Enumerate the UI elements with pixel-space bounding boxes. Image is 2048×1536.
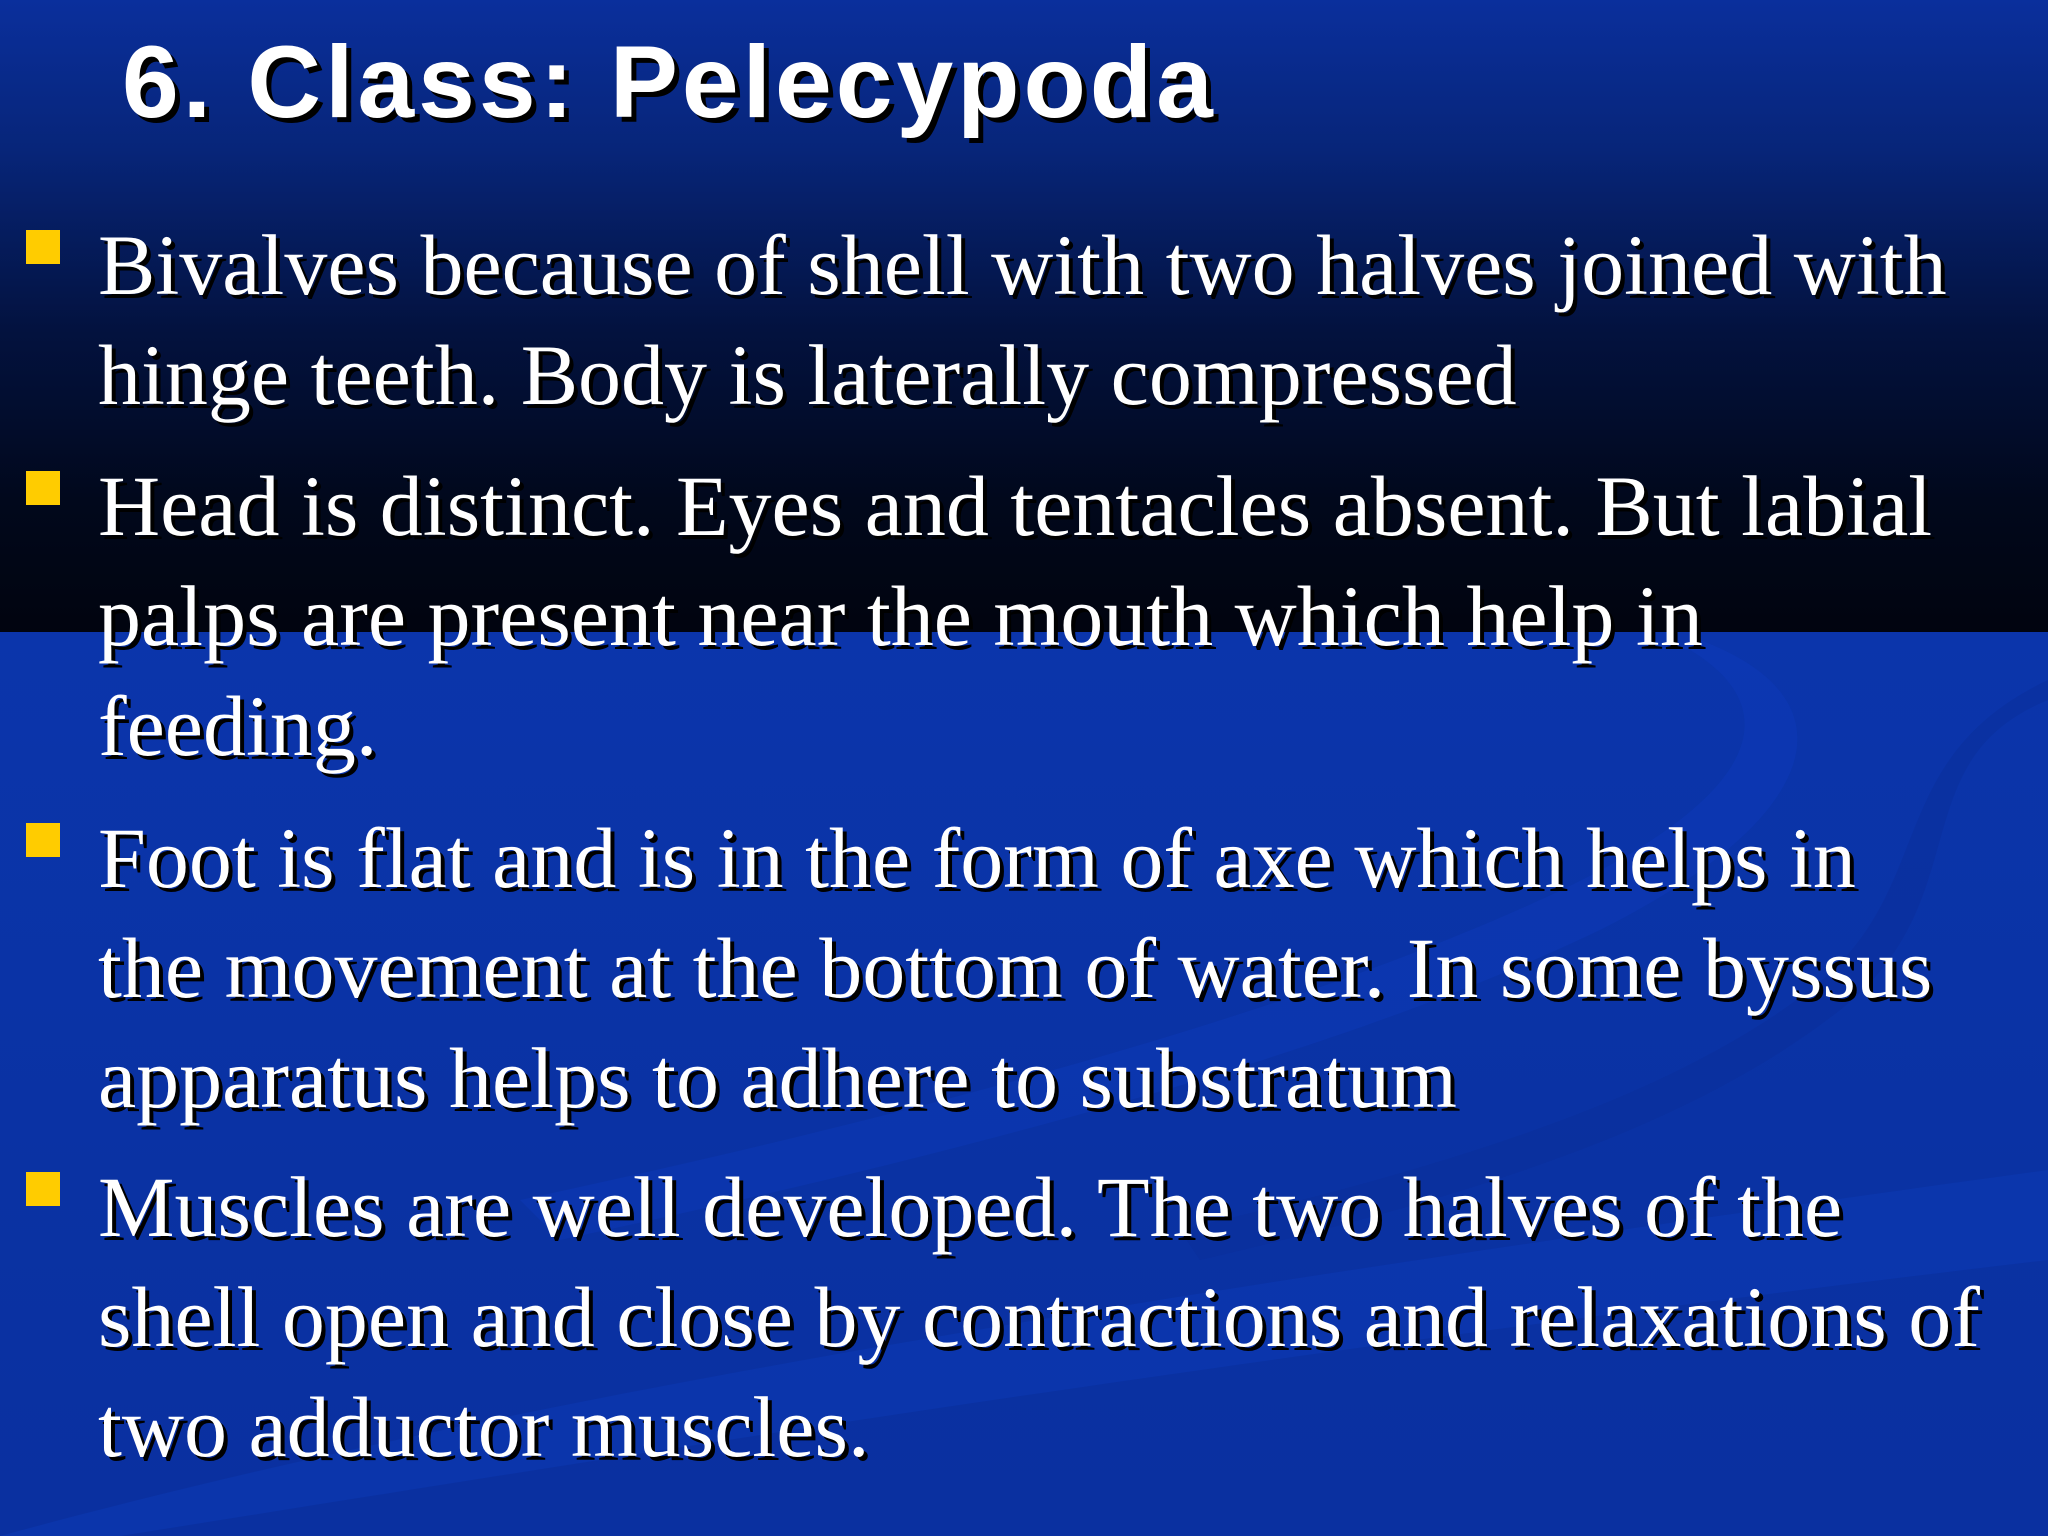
slide-title: 6. Class: Pelecypoda <box>122 25 1217 139</box>
bullet-square-icon <box>26 823 60 857</box>
bullet-square-icon <box>26 230 60 264</box>
bullet-text: Foot is flat and is in the form of axe which helps in the movement at the bottom of water. In some byssus apparatus helps to adhere to substratum <box>98 810 1933 1126</box>
bullet-text: Bivalves because of shell with two halves joined with hinge teeth. Body is laterally compressed <box>98 217 1947 423</box>
bullet-text: Head is distinct. Eyes and tentacles absent. But labial palps are present near the mouth which help in feeding. <box>98 458 1933 774</box>
bullet-square-icon <box>26 471 60 505</box>
bullet-square-icon <box>26 1172 60 1206</box>
bullet-text: Muscles are well developed. The two halves of the shell open and close by contractions and relaxations of two adductor muscles. <box>98 1159 1980 1475</box>
